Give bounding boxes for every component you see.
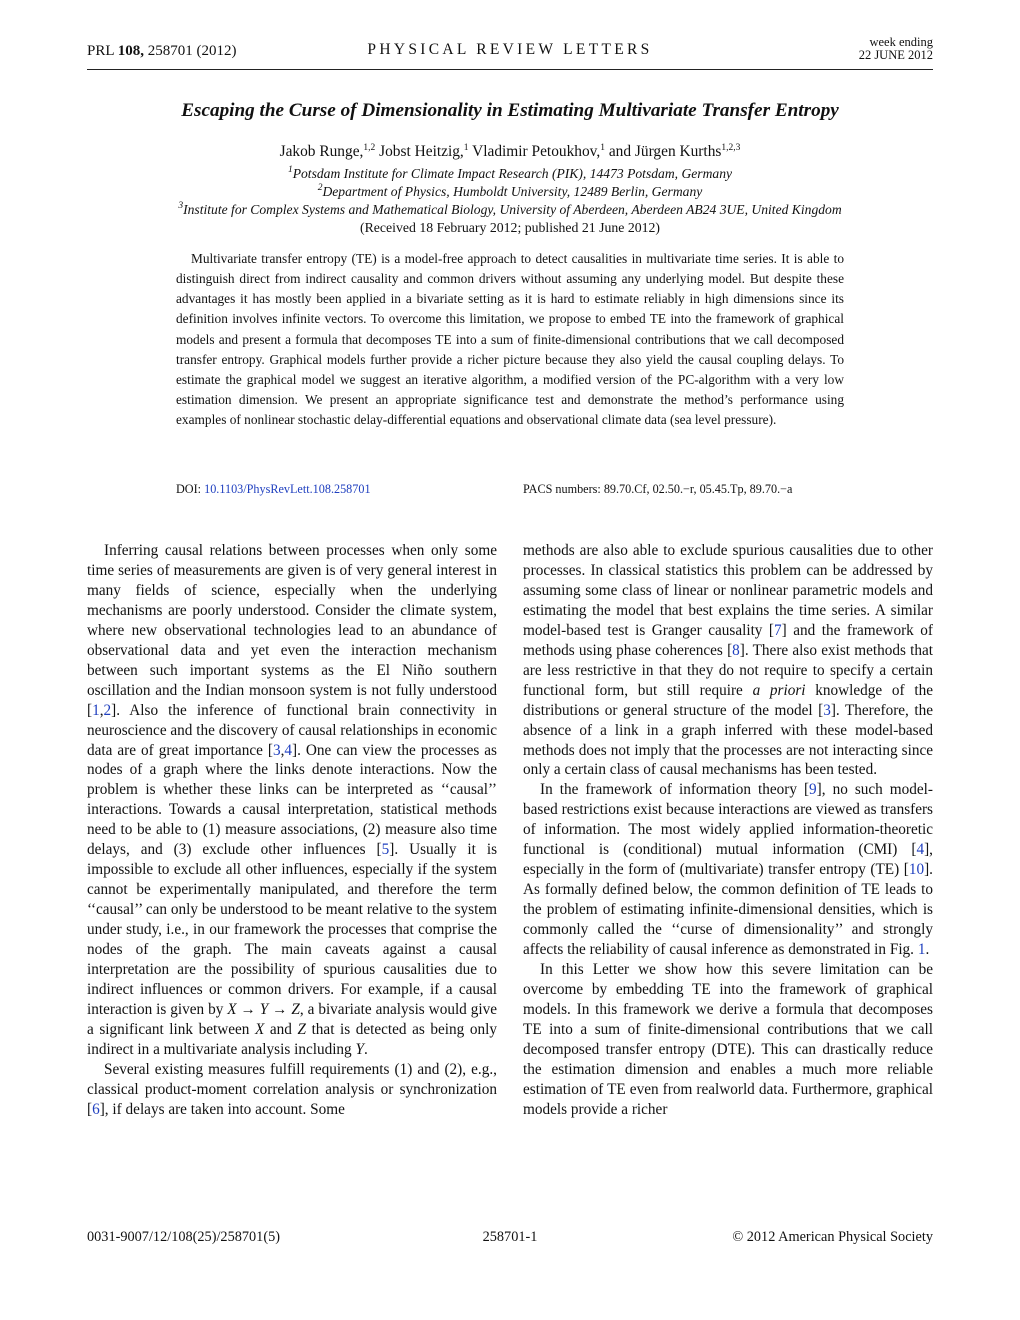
abstract (176, 249, 844, 430)
citation-link[interactable]: 9 (809, 781, 817, 799)
italic-math-symbol: Y (259, 1000, 269, 1018)
citation-link[interactable]: 6 (92, 1100, 100, 1118)
affiliation-text: Institute for Complex Systems and Mathematical Biology, University of Aberdeen, Aberdeen AB24 3UE, United Kingdom (183, 202, 842, 217)
received-published-dates: (Received 18 February 2012; published 21 June 2012) (359, 220, 661, 235)
author-affiliation-marker: 1,2,3 (721, 143, 741, 153)
italic-math-symbol: Z (291, 1000, 300, 1018)
doi (176, 482, 371, 497)
affiliation-text: Department of Physics, Humboldt University, 12489 Berlin, Germany (322, 184, 703, 199)
affiliation-number: 3 (178, 201, 184, 211)
citation-link[interactable]: 1 (92, 701, 100, 719)
citation-link[interactable]: 10 (908, 861, 925, 879)
author-affiliation-marker: 1 (600, 143, 605, 153)
citation-link[interactable]: 3 (823, 701, 831, 719)
affiliation-3 (60, 202, 960, 218)
author-name: Jobst Heitzig, (379, 143, 464, 160)
affiliation-1 (60, 166, 960, 182)
body-paragraph: In the framework of information theory [9], no such model-based restrictions exist because interactions are viewed as transfers of information. The most widely applied information-theoretic functional is (conditional) mutual information (CMI) [4], especially in the form of (multivariate) transfer entropy (TE) [10]. As formally defined below, the common definition of TE leads to the problem of estimating infinite-dimensional densities, which is commonly called the ‘‘curse of dimensionality’’ and strongly affects the reliability of causal inference as demonstrated in Fig. 1. (523, 781, 933, 959)
article-title: Escaping the Curse of Dimensionality in Estimating Multivariate Transfer Entropy (181, 100, 839, 121)
citation-link[interactable]: 7 (774, 621, 782, 639)
article-number-year: 258701 (2012) (147, 43, 237, 59)
author-list (87, 143, 933, 161)
issue-date (859, 36, 933, 62)
author-affiliation-marker: 1,2 (363, 143, 376, 153)
body-paragraph: Inferring causal relations between processes when only some time series of measurements are given is of very general interest in many fields of science, especially when the underlying mechanisms are poorly understood. Consider the climate system, where new observational technologies lead to an abundance of observational data and yet even the interaction mechanism between such important systems as the El Niño southern oscillation and the Indian monsoon system is not fully understood [1,2]. Also the inference of functional brain connectivity in neuroscience and the discovery of causal relationships in economic data are of great importance [3,4]. One can view the processes as nodes of a graph where the links denote interactions. Now the problem is whether these links can be interpreted as ‘‘causal’’ interactions. Towards a causal interpretation, statistical methods need to be able to (1) measure associations, (2) measure also time delays, and (3) exclude other influences [5]. Usually it is impossible to exclude all other influences, especially if the system cannot be experimentally manipulated, and therefore the term ‘‘causal’’ can only be understood to be meant relative to the system under study, i.e., in our framework the processes that comprise the nodes of the graph. The main caveats against a causal interpretation are the possibility of spurious causalities due to indirect influences or common drivers. For example, if a causal interaction is given by X → Y → Z, a bivariate analysis would give a significant link between X and Z that is detected as being only indirect in a multivariate analysis including Y. (87, 542, 498, 1058)
footer-page-number: 258701-1 (482, 1229, 538, 1245)
citation-link[interactable]: 3 (272, 741, 281, 759)
body-paragraph: methods are also able to exclude spurious causalities due to other processes. In classical statistics this problem can be addressed by assuming some class of linear or nonlinear parametric models and estimating the model that best explains the time series. A similar model-based test is Granger causality [7] and the framework of methods using phase coherences [8]. There also exist methods that are less restrictive in that they do not require to specify a certain functional form, but still require a priori knowledge of the distributions or general structure of the model [3]. Therefore, the absence of a link in a graph inferred with these model-based methods does not imply that the processes are not interacting since only a certain class of causal mechanisms has been tested. (523, 542, 934, 779)
italic-math-symbol: X (227, 1000, 237, 1018)
footer-copyright: © 2012 American Physical Society (732, 1229, 933, 1245)
volume-number: 108, (117, 43, 144, 59)
doi-link[interactable]: 10.1103/PhysRevLett.108.258701 (204, 482, 371, 496)
journal-abbrev: PRL (87, 43, 114, 59)
body-column-left (87, 541, 497, 1120)
issue-date-value: 22 JUNE 2012 (858, 48, 933, 62)
journal-name: PHYSICAL REVIEW LETTERS (367, 41, 653, 58)
citation-link[interactable]: 8 (732, 641, 740, 659)
citation-link[interactable]: 2 (103, 701, 112, 719)
author-name: Vladimir Petoukhov, (472, 143, 601, 160)
footer-issn: 0031-9007/12/108(25)/258701(5) (87, 1229, 280, 1245)
citation-link[interactable]: 1 (917, 941, 926, 959)
affiliation-text: Potsdam Institute for Climate Impact Research (PIK), 14473 Potsdam, Germany (292, 166, 733, 181)
italic-math-symbol: Y (355, 1040, 364, 1058)
citation-link[interactable]: 5 (381, 841, 390, 859)
abstract-text: Multivariate transfer entropy (TE) is a model-free approach to detect causalities in multivariate time series. It is able to distinguish direct from indirect causality and common drivers without assuming any underlying model. But despite these advantages it has mostly been applied in a bivariate setting as it is hard to estimate reliably in high dimensions since its definition involves infinite vectors. To overcome this limitation, we propose to embed TE into the framework of graphical models and present a formula that decomposes TE into a sum of finite-dimensional contributions that we call decomposed transfer entropy. Graphical models further provide a richer picture because they also yield the causal coupling delays. To estimate the graphical model we suggest an iterative algorithm, a modified version of the PC-algorithm with a very low estimation dimension. We present an appropriate significance test and demonstrate the method’s performance using examples of nonlinear stochastic delay-differential equations and observational climate data (sea level pressure). (176, 251, 844, 428)
citation-link[interactable]: 4 (284, 741, 293, 759)
doi-label: DOI: (176, 482, 202, 496)
body-column-right (523, 541, 933, 1120)
week-ending-label: week ending (869, 35, 933, 49)
affiliation-number: 1 (287, 165, 293, 175)
body-paragraph: Several existing measures fulfill requirements (1) and (2), e.g., classical product-moment correlation analysis or synchronization [6], if delays are taken into account. Some (87, 1060, 497, 1118)
italic-math-symbol: Z (297, 1020, 306, 1038)
affiliation-number: 2 (317, 183, 323, 193)
italic-math-symbol: a priori (752, 681, 806, 699)
body-paragraph: In this Letter we show how this severe limitation can be overcome by embedding TE into the framework of graphical models. In this framework we derive a formula that decomposes TE into a sum of finite-dimensional contributions that we call decomposed transfer entropy (DTE). This can drastically reduce the estimation dimension and enables a much more reliable estimation of TE even from realworld data. Furthermore, graphical models provide a richer (523, 961, 933, 1118)
italic-math-symbol: X (254, 1020, 265, 1038)
pacs-numbers: PACS numbers: 89.70.Cf, 02.50.−r, 05.45.Tp, 89.70.−a (523, 482, 793, 496)
citation-link[interactable]: 4 (916, 841, 925, 859)
affiliation-2 (60, 184, 960, 200)
header-rule (87, 69, 933, 70)
author-name: Jakob Runge, (279, 143, 364, 160)
author-name: and Jürgen Kurths (608, 143, 722, 160)
author-affiliation-marker: 1 (463, 143, 469, 153)
